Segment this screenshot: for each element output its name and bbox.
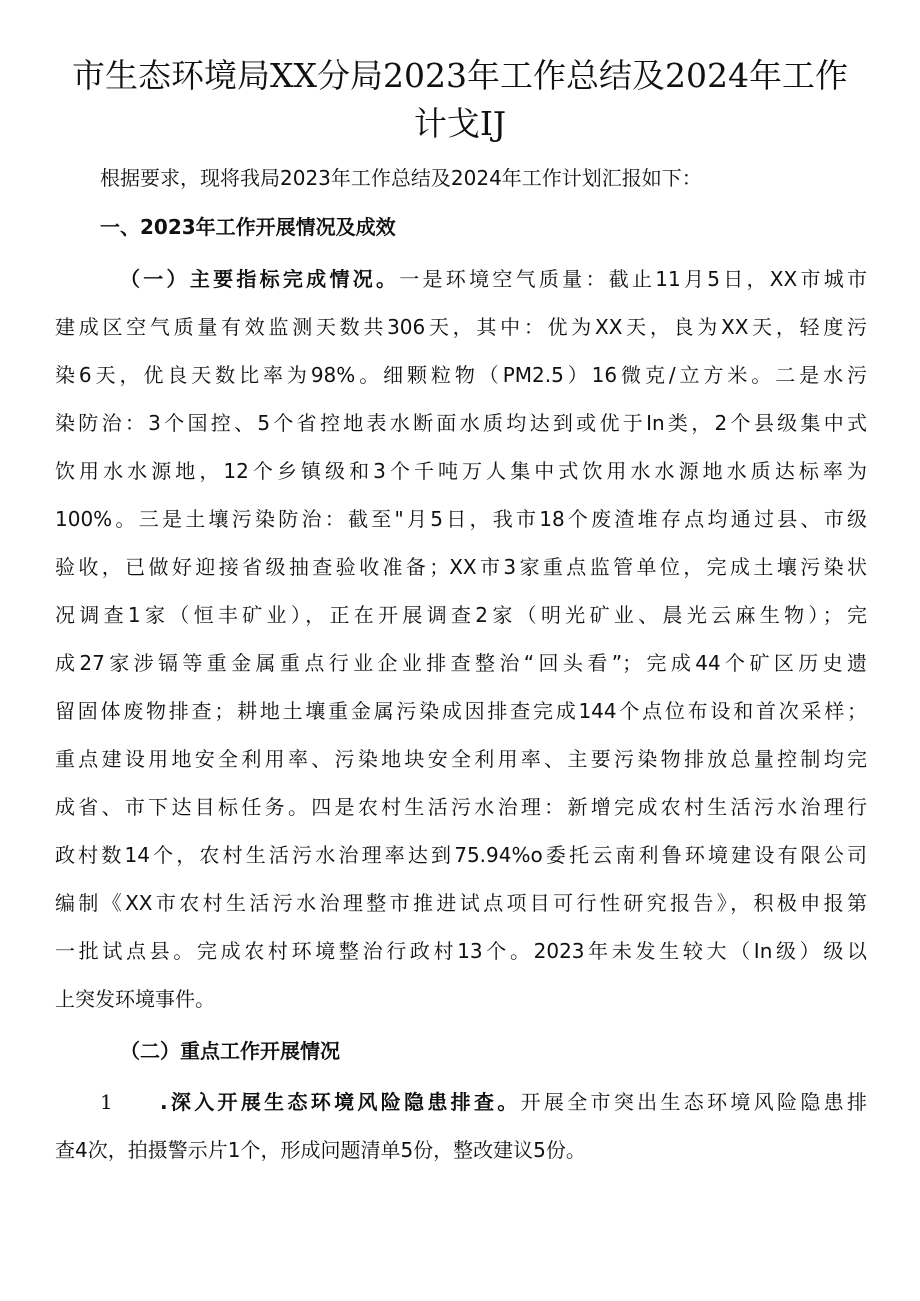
subsection-title-2: （二）重点工作开展情况	[120, 1039, 340, 1063]
item-number: 1	[100, 1090, 113, 1114]
paragraph-line: 编制《XX市农村生活污水治理整市推进试点项目可行性研究报告》，积极申报第	[55, 891, 867, 915]
paragraph-text: 一是环境空气质量：截止11月5日，XX市城市	[399, 267, 867, 291]
document-title-continued: 计戈IJ	[413, 104, 507, 143]
subsection-title-1: （一）主要指标完成情况。	[120, 267, 400, 291]
paragraph-line: 建成区空气质量有效监测天数共306天，其中：优为XX天，良为XX天，轻度污	[55, 315, 867, 339]
paragraph-line: 重点建设用地安全利用率、污染地块安全利用率、主要污染物排放总量控制均完	[55, 747, 867, 771]
paragraph-line: 100%。三是土壤污染防治：截至"月5日，我市18个废渣堆存点均通过县、市级	[55, 507, 867, 531]
paragraph-line: 成省、市下达目标任务。四是农村生活污水治理：新增完成农村生活污水治理行	[55, 795, 867, 819]
paragraph-line: 留固体废物排查；耕地土壤重金属污染成因排查完成144个点位布设和首次采样；	[55, 699, 867, 723]
paragraph-line: 政村数14个，农村生活污水治理率达到75.94%o委托云南利鲁环境建设有限公司	[55, 843, 867, 867]
paragraph-line: 染6天，优良天数比率为98%。细颗粒物（PM2.5）16微克/立方米。二是水污	[55, 363, 867, 387]
item-title: .深入开展生态环境风险隐患排查。	[160, 1090, 521, 1114]
intro-paragraph: 根据要求，现将我局2023年工作总结及2024年工作计划汇报如下：	[100, 166, 702, 190]
paragraph-text: 开展全市突出生态环境风险隐患排	[520, 1090, 867, 1114]
paragraph-line: 查4次，拍摄警示片1个，形成问题清单5份，整改建议5份。	[55, 1138, 586, 1162]
paragraph-line: 一批试点县。完成农村环境整治行政村13个。2023年未发生较大（In级）级以	[55, 939, 867, 963]
paragraph-line: 验收，已做好迎接省级抽查验收准备；XX市3家重点监管单位，完成土壤污染状	[55, 555, 867, 579]
section-heading-1: 一、2023年工作开展情况及成效	[100, 215, 396, 239]
paragraph-line	[120, 259, 867, 299]
paragraph-line: 染防治：3个国控、5个省控地表水断面水质均达到或优于In类，2个县级集中式	[55, 411, 867, 435]
paragraph-line: 上突发环境事件。	[55, 987, 215, 1011]
document-title: 市生态环境局XX分局2023年工作总结及2024年工作	[72, 56, 848, 95]
paragraph-line	[160, 1082, 867, 1122]
paragraph-line: 饮用水水源地，12个乡镇级和3个千吨万人集中式饮用水水源地水质达标率为	[55, 459, 867, 483]
paragraph-line: 况调查1家（恒丰矿业），正在开展调查2家（明光矿业、晨光云麻生物）；完	[55, 603, 867, 627]
paragraph-line: 成27家涉镉等重金属重点行业企业排查整治“回头看”；完成44个矿区历史遗	[55, 651, 867, 675]
